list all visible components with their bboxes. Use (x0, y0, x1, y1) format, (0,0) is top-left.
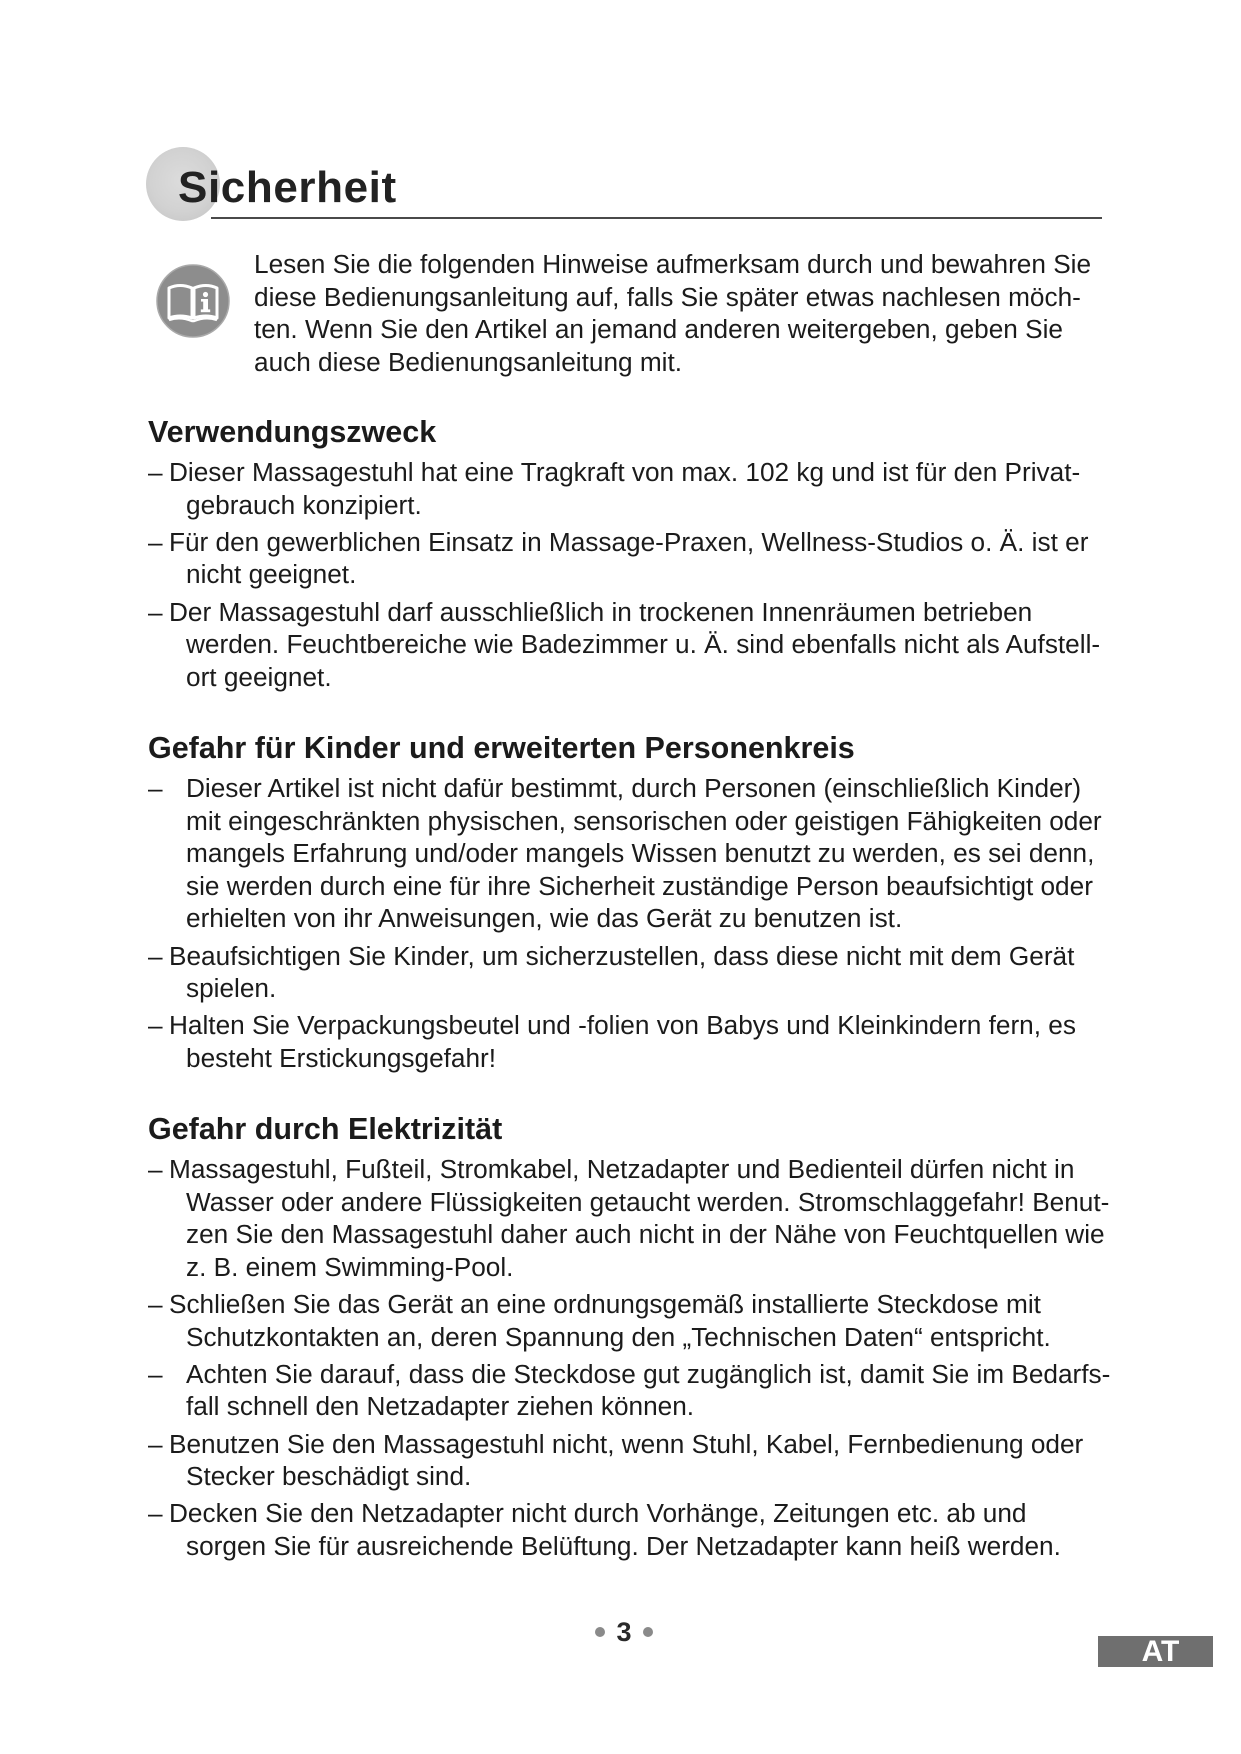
bullet-dash: – (148, 457, 163, 487)
list-item-line: besteht Erstickungsgefahr! (186, 1042, 497, 1073)
list-item-line: Achten Sie darauf, dass die Steckdose gut zugänglich ist, damit Sie im Bedarfs- (186, 1358, 1111, 1389)
list-item (148, 1358, 1111, 1423)
intro-line: diese Bedienungsanleitung auf, falls Sie später etwas nachlesen möch- (254, 281, 1081, 312)
list-item-line (148, 1288, 1108, 1321)
list-item (148, 596, 1108, 694)
list-item (148, 772, 1108, 935)
list-item-line: fall schnell den Netzadapter ziehen können. (186, 1391, 695, 1422)
list-item-line (148, 940, 1108, 973)
bullet-dash: – (148, 596, 163, 627)
list-item-line: nicht geeignet. (186, 559, 357, 590)
language-tab: AT (1098, 1636, 1213, 1667)
list-item-line: sorgen Sie für ausreichende Belüftung. Der Netzadapter kann heiß werden. (186, 1530, 1061, 1561)
list-item (148, 940, 1108, 1005)
list-item-line: zen Sie den Massagestuhl daher auch nicht in der Nähe von Feuchtquellen wie (186, 1219, 1105, 1250)
section-heading: Gefahr für Kinder und erweiterten Personenkreis (148, 731, 855, 765)
intro-line: Lesen Sie die folgenden Hinweise aufmerksam durch und bewahren Sie (254, 249, 1092, 279)
list-item-line: Schutzkontakten an, deren Spannung den „Technischen Daten“ entspricht. (186, 1321, 1051, 1352)
list-item-line: gebrauch konzipiert. (186, 489, 422, 520)
list-item-text: Decken Sie den Netzadapter nicht durch Vorhänge, Zeitungen etc. ab und (169, 1498, 1027, 1529)
list-item-text: Massagestuhl, Fußteil, Stromkabel, Netzadapter und Bedienteil dürfen nicht in (169, 1154, 1075, 1184)
list-item-line: mangels Erfahrung und/oder mangels Wissen benutzt zu werden, es sei denn, (186, 838, 1095, 869)
bullet-dash: – (148, 1498, 163, 1529)
list-item-line (148, 1009, 1108, 1042)
list-item (148, 1009, 1108, 1074)
list-item-line: spielen. (186, 973, 277, 1004)
bullet-dash: – (148, 940, 163, 971)
bullet-dash: – (148, 1288, 163, 1319)
intro-line: ten. Wenn Sie den Artikel an jemand anderen weitergeben, geben Sie (254, 314, 1063, 345)
section-children-safety (148, 730, 1108, 1075)
section-heading: Gefahr durch Elektrizität (148, 1112, 503, 1146)
list-item (148, 1497, 1108, 1562)
list-item-line: Stecker beschädigt sind. (186, 1461, 472, 1492)
list-item-line (148, 526, 1108, 559)
list-item-line: z. B. einem Swimming-Pool. (186, 1251, 514, 1282)
list-item (148, 1428, 1108, 1493)
section-electrical-safety (148, 1111, 1111, 1563)
section-intended-use (148, 414, 1108, 693)
list-item-text: Schließen Sie das Gerät an eine ordnungsgemäß installierte Steckdose mit (169, 1288, 1041, 1319)
list-item-text: Benutzen Sie den Massagestuhl nicht, wenn Stuhl, Kabel, Fernbedienung oder (169, 1428, 1084, 1459)
bullet-dash: – (148, 526, 163, 557)
intro-line: auch diese Bedienungsanleitung mit. (254, 346, 683, 377)
list-item-line: Dieser Artikel ist nicht dafür bestimmt, durch Personen (einschließlich Kinder) (186, 773, 1082, 803)
book-info-icon (156, 264, 230, 338)
list-item-line: mit eingeschränkten physischen, sensorischen oder geistigen Fähigkeiten oder (186, 805, 1102, 836)
list-item-text: Beaufsichtigen Sie Kinder, um sicherzustellen, dass diese nicht mit dem Gerät (169, 940, 1075, 971)
list-item (148, 456, 1108, 521)
bullet-dash: – (148, 1154, 163, 1184)
list-item (148, 1153, 1108, 1283)
list-item-text: Für den gewerblichen Einsatz in Massage-Praxen, Wellness-Studios o. Ä. ist er (169, 526, 1089, 557)
title-divider (211, 217, 1102, 219)
list-item-text: Dieser Massagestuhl hat eine Tragkraft von max. 102 kg und ist für den Privat- (169, 457, 1081, 487)
bullet-dash: – (148, 1010, 163, 1041)
list-item-line: erhielten von ihr Anweisungen, wie das Gerät zu benutzen ist. (186, 903, 903, 934)
list-item-line (148, 1428, 1108, 1461)
section-heading: Verwendungszweck (148, 415, 437, 449)
intro-text (254, 248, 1091, 378)
page-dot-left-icon (595, 1627, 605, 1637)
list-item-line: Wasser oder andere Flüssigkeiten getaucht werden. Stromschlaggefahr! Benut- (186, 1186, 1110, 1217)
page-title: Sicherheit (178, 163, 397, 212)
list-item (148, 1288, 1108, 1353)
list-item-line (148, 456, 1108, 489)
list-item-line (148, 596, 1108, 629)
list-item-line (148, 1153, 1108, 1186)
list-item-text: Der Massagestuhl darf ausschließlich in trockenen Innenräumen betrieben (169, 596, 1033, 627)
bullet-dash: – (148, 1428, 163, 1459)
list-item-line: werden. Feuchtbereiche wie Badezimmer u. Ä. sind ebenfalls nicht als Aufstell- (186, 629, 1101, 660)
page-number: 3 (616, 1617, 632, 1647)
list-item-line: ort geeignet. (186, 661, 332, 692)
bullet-dash: – (148, 773, 163, 803)
list-item-line (148, 1497, 1108, 1530)
bullet-dash: – (148, 1358, 163, 1389)
list-item-line: sie werden durch eine für ihre Sicherheit zuständige Person beaufsichtigt oder (186, 870, 1093, 901)
page-number-block (544, 1616, 704, 1648)
page-dot-right-icon (643, 1627, 653, 1637)
list-item (148, 526, 1108, 591)
list-item-text: Halten Sie Verpackungsbeutel und -folien von Babys und Kleinkindern fern, es (169, 1010, 1076, 1041)
